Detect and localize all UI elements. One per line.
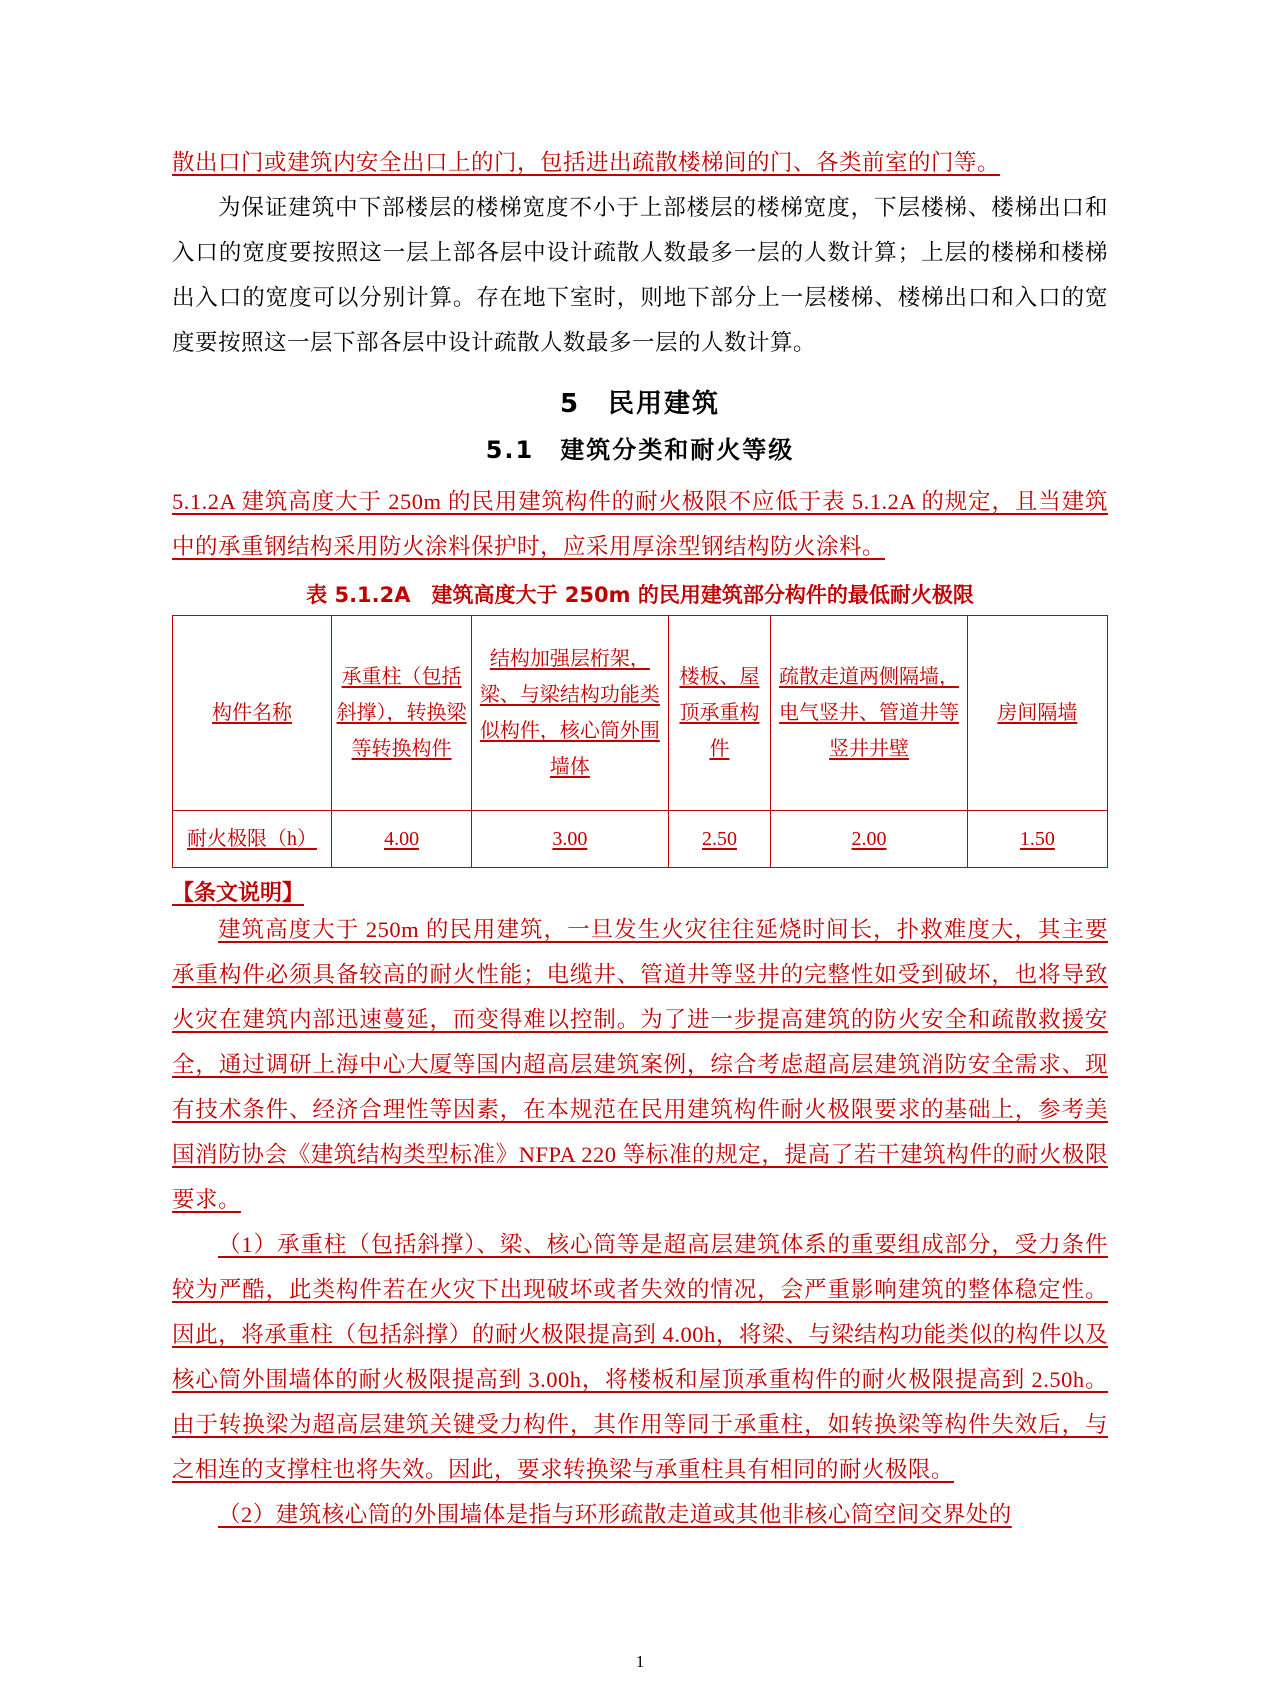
note-paragraph-2: （1）承重柱（包括斜撑）、梁、核心筒等是超高层建筑体系的重要组成部分，受力条件较为严酷，此类构件若在火灾下出现破坏或者失效的情况，会严重影响建筑的整体稳定性。因此，将承重柱（包括斜撑）的耐火极限提高到 4.00h，将梁、与梁结构功能类似的构件以及核心筒外围墙体的耐火极限提高到 3.00h，将楼板和屋顶承重构件的耐火极限提高到 2.50h。由于转换梁为超高层建筑关键受力构件，其作用等同于承重柱，如转换梁等构件失效后，与之相连的支撑柱也将失效。因此，要求转换梁与承重柱具有相同的耐火极限。: [172, 1232, 1108, 1482]
header-text: 结构加强层桁架，梁、与梁结构功能类似构件，核心筒外围墙体: [479, 648, 660, 778]
table-header-cell: [472, 616, 668, 811]
table-header-cell: [173, 616, 332, 811]
value-text: 4.00: [384, 828, 420, 850]
note-heading: 【条文说明】: [172, 881, 305, 906]
paragraph-stair-width: 为保证建筑中下部楼层的楼梯宽度不小于上部楼层的楼梯宽度，下层楼梯、楼梯出口和入口的宽度要按照这一层上部各层中设计疏散人数最多一层的人数计算；上层的楼梯和楼梯出入口的宽度可以分别计算。存在地下室时，则地下部分上一层楼梯、楼梯出口和入口的宽度要按照这一层下部各层中设计疏散人数最多一层的人数计算。: [172, 195, 1108, 355]
value-text: 2.00: [851, 828, 887, 850]
header-text: 房间隔墙: [997, 702, 1078, 724]
row-label-text: 耐火极限（h）: [186, 828, 317, 850]
value-text: 3.00: [552, 828, 588, 850]
table-cell-value: [472, 811, 668, 868]
table-header-cell: [967, 616, 1107, 811]
section-heading: 5.1 建筑分类和耐火等级: [485, 436, 795, 464]
table-header-cell: [771, 616, 967, 811]
table-header-row: [173, 616, 1108, 811]
table-header-cell: [668, 616, 771, 811]
header-text: 疏散走道两侧隔墙，电气竖井、管道井等竖井井壁: [779, 666, 960, 760]
chapter-heading: 5 民用建筑: [559, 389, 721, 419]
page-number: 1: [635, 1652, 645, 1671]
table-cell-value: [967, 811, 1107, 868]
note-paragraph-3: （2）建筑核心筒的外围墙体是指与环形疏散走道或其他非核心筒空间交界处的: [218, 1502, 1012, 1527]
note-paragraph-1: 建筑高度大于 250m 的民用建筑，一旦发生火灾往往延烧时间长，扑救难度大，其主要承重构件必须具备较高的耐火性能；电缆井、管道井等竖井的完整性如受到破坏，也将导致火灾在建筑内部迅速蔓延，而变得难以控制。为了进一步提高建筑的防火安全和疏散救援安全，通过调研上海中心大厦等国内超高层建筑案例，综合考虑超高层建筑消防安全需求、现有技术条件、经济合理性等因素，在本规范在民用建筑构件耐火极限要求的基础上，参考美国消防协会《建筑结构类型标准》NFPA 220 等标准的规定，提高了若干建筑构件的耐火极限要求。: [172, 917, 1108, 1212]
table-cell-value: [331, 811, 471, 868]
table-row-label: [173, 811, 332, 868]
paragraph-continued-red: 散出口门或建筑内安全出口上的门，包括进出疏散楼梯间的门、各类前室的门等。: [172, 150, 1001, 175]
table-cell-value: [771, 811, 967, 868]
fire-resistance-table: [172, 615, 1108, 868]
value-text: 2.50: [701, 828, 737, 850]
table-cell-value: [668, 811, 771, 868]
value-text: 1.50: [1019, 828, 1055, 850]
clause-5-1-2A: 5.1.2A 建筑高度大于 250m 的民用建筑构件的耐火极限不应低于表 5.1.2A 的规定，且当建筑中的承重钢结构采用防火涂料保护时，应采用厚涂型钢结构防火涂料。: [172, 489, 1108, 559]
header-text: 承重柱（包括斜撑），转换梁等转换构件: [336, 666, 467, 760]
table-value-row: [173, 811, 1108, 868]
header-text: 楼板、屋顶承重构件: [679, 666, 760, 760]
table-header-cell: [331, 616, 471, 811]
header-text: 构件名称: [211, 702, 292, 724]
table-title: 表 5.1.2A 建筑高度大于 250m 的民用建筑部分构件的最低耐火极限: [306, 583, 974, 607]
